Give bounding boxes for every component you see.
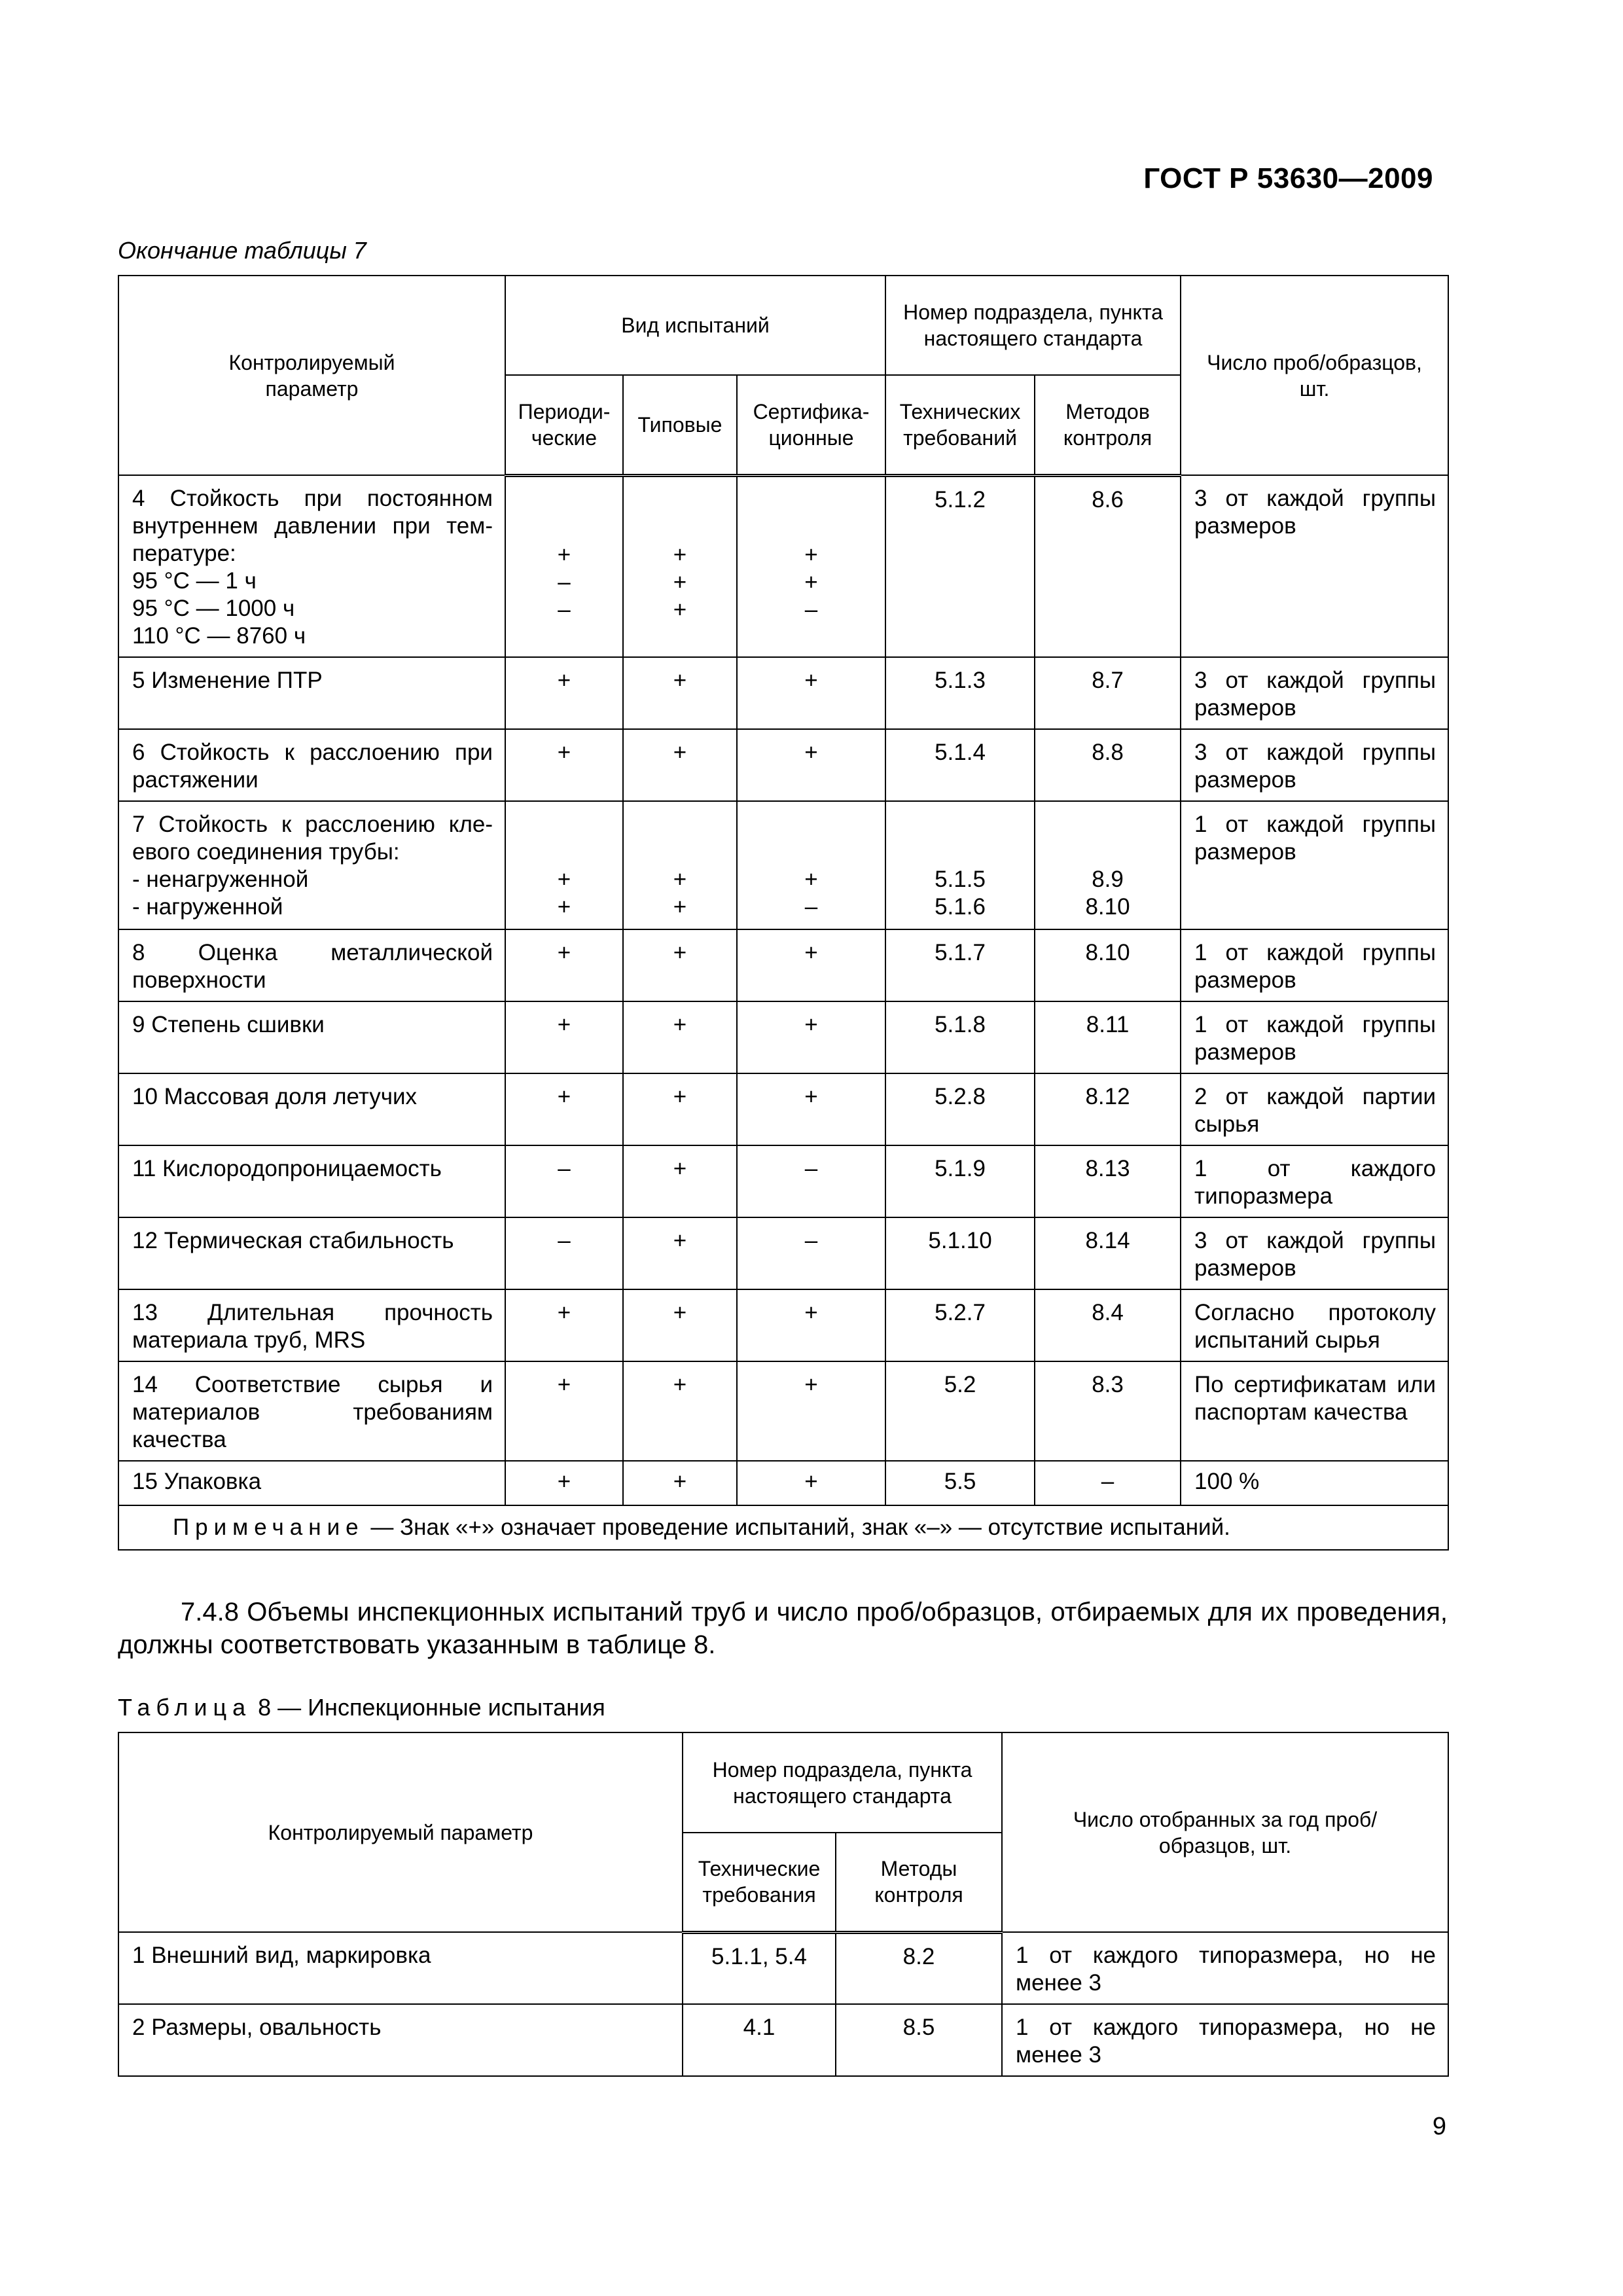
t7-row11-periodic: – xyxy=(505,1145,623,1217)
t7-row5-cert: + xyxy=(737,657,885,729)
table-row xyxy=(118,729,1448,801)
t7-row9-samples: 1 от каждой группы размеров xyxy=(1181,1001,1448,1073)
table-row xyxy=(118,1001,1448,1073)
t7-row10-cert: + xyxy=(737,1073,885,1145)
t7-row6-samples: 3 от каждой группы размеров xyxy=(1181,729,1448,801)
t7-header-parameter: Контролируемый параметр xyxy=(118,276,505,475)
t7-row13-typical: + xyxy=(623,1289,737,1361)
paragraph-text: 7.4.8 Объемы инспекционных испытаний труб и число проб/образцов, отбираемых для их проведения, должны соответствовать указанным в таблице 8. xyxy=(118,1598,1448,1659)
t7-row9-typical: + xyxy=(623,1001,737,1073)
t7-row10-samples: 2 от каждой партии сырья xyxy=(1181,1073,1448,1145)
page-number: 9 xyxy=(1432,2113,1446,2140)
t7-row7-typical: + + xyxy=(623,801,737,929)
table-row xyxy=(118,1289,1448,1361)
t7-row10-typical: + xyxy=(623,1073,737,1145)
t8-row1-method: 8.2 xyxy=(836,1932,1002,2004)
t7-row13-cert: + xyxy=(737,1289,885,1361)
table-row xyxy=(118,2004,1448,2076)
t7-header-section: Номер подраздела, пункта настоящего стандарта xyxy=(885,276,1181,375)
t7-header-samples: Число проб/образцов, шт. xyxy=(1181,276,1448,475)
t7-row4-method: 8.6 xyxy=(1035,475,1181,657)
table-row xyxy=(118,1932,1448,2004)
t7-row7-method: 8.9 8.10 xyxy=(1035,801,1181,929)
table-row xyxy=(118,1217,1448,1289)
t7-row9-param: 9 Степень сшивки xyxy=(118,1001,505,1073)
t7-header-methods: Методов контроля xyxy=(1035,375,1181,475)
t7-row14-periodic: + xyxy=(505,1361,623,1461)
t7-row5-periodic: + xyxy=(505,657,623,729)
table-row xyxy=(118,475,1448,657)
t8-header-section: Номер подраздела, пункта настоящего стандарта xyxy=(683,1732,1002,1833)
t7-row4-tech: 5.1.2 xyxy=(885,475,1035,657)
t7-row14-cert: + xyxy=(737,1361,885,1461)
t8-row1-param: 1 Внешний вид, маркировка xyxy=(118,1932,683,2004)
t7-row7-samples: 1 от каждой группы размеров xyxy=(1181,801,1448,929)
t7-row12-method: 8.14 xyxy=(1035,1217,1181,1289)
t7-row7-param: 7 Стойкость к расслоению кле- евого соединения трубы: - ненагруженной - нагруженной xyxy=(118,801,505,929)
t7-row6-typical: + xyxy=(623,729,737,801)
t7-row15-samples: 100 % xyxy=(1181,1461,1448,1505)
t7-row14-tech: 5.2 xyxy=(885,1361,1035,1461)
t7-row7-periodic: + + xyxy=(505,801,623,929)
t8-header-parameter: Контролируемый параметр xyxy=(118,1732,683,1932)
t7-row4-periodic: + – – xyxy=(505,475,623,657)
t8-row2-param: 2 Размеры, овальность xyxy=(118,2004,683,2076)
t7-row9-cert: + xyxy=(737,1001,885,1073)
t7-row15-cert: + xyxy=(737,1461,885,1505)
t7-row14-method: 8.3 xyxy=(1035,1361,1181,1461)
t7-row10-tech: 5.2.8 xyxy=(885,1073,1035,1145)
t7-row12-typical: + xyxy=(623,1217,737,1289)
t7-row6-method: 8.8 xyxy=(1035,729,1181,801)
table8 xyxy=(118,1732,1449,2077)
t7-row14-param: 14 Соответствие сырья и материалов требованиям качества xyxy=(118,1361,505,1461)
t7-row4-cert: + + – xyxy=(737,475,885,657)
t7-row8-param: 8 Оценка металлической поверхности xyxy=(118,929,505,1001)
table7-note xyxy=(118,1505,1448,1550)
table7 xyxy=(118,275,1449,1551)
t7-header-test-type: Вид испытаний xyxy=(505,276,885,375)
t7-row13-method: 8.4 xyxy=(1035,1289,1181,1361)
table-row xyxy=(118,929,1448,1001)
t7-row15-periodic: + xyxy=(505,1461,623,1505)
t7-row8-typical: + xyxy=(623,929,737,1001)
t7-row11-samples: 1 от каждого типоразмера xyxy=(1181,1145,1448,1217)
t7-row4-typical: + + + xyxy=(623,475,737,657)
t7-row12-cert: – xyxy=(737,1217,885,1289)
t7-row5-method: 8.7 xyxy=(1035,657,1181,729)
t7-row10-method: 8.12 xyxy=(1035,1073,1181,1145)
t8-row1-tech: 5.1.1, 5.4 xyxy=(683,1932,836,2004)
t7-row15-tech: 5.5 xyxy=(885,1461,1035,1505)
t7-row9-method: 8.11 xyxy=(1035,1001,1181,1073)
t7-row11-tech: 5.1.9 xyxy=(885,1145,1035,1217)
t7-row13-samples: Согласно протоколу испытаний сырья xyxy=(1181,1289,1448,1361)
table8-caption xyxy=(118,1694,605,1721)
t7-header-certification: Сертифика-ционные xyxy=(737,375,885,475)
t7-header-tech-req: Технических требований xyxy=(885,375,1035,475)
table-row xyxy=(118,801,1448,929)
t8-row2-method: 8.5 xyxy=(836,2004,1002,2076)
document-header-id: ГОСТ Р 53630—2009 xyxy=(1143,162,1433,194)
t7-row6-periodic: + xyxy=(505,729,623,801)
t7-row11-method: 8.13 xyxy=(1035,1145,1181,1217)
t8-header-methods: Методы контроля xyxy=(836,1833,1002,1932)
t7-row7-cert: + – xyxy=(737,801,885,929)
t7-row11-typical: + xyxy=(623,1145,737,1217)
t7-row13-param: 13 Длительная прочность материала труб, MRS xyxy=(118,1289,505,1361)
t7-row4-samples: 3 от каждой группы размеров xyxy=(1181,475,1448,657)
table-row xyxy=(118,1461,1448,1505)
note-text: — Знак «+» означает проведение испытаний, знак «–» — отсутствие испытаний. xyxy=(364,1515,1230,1540)
t7-row15-typical: + xyxy=(623,1461,737,1505)
t7-row13-tech: 5.2.7 xyxy=(885,1289,1035,1361)
t7-row15-param: 15 Упаковка xyxy=(118,1461,505,1505)
t7-row8-cert: + xyxy=(737,929,885,1001)
t7-row12-periodic: – xyxy=(505,1217,623,1289)
t8-header-tech-req: Технические требования xyxy=(683,1833,836,1932)
t7-header-periodic: Периоди-ческие xyxy=(505,375,623,475)
t7-row10-periodic: + xyxy=(505,1073,623,1145)
t7-row5-typical: + xyxy=(623,657,737,729)
t8-row2-tech: 4.1 xyxy=(683,2004,836,2076)
t7-row8-samples: 1 от каждой группы размеров xyxy=(1181,929,1448,1001)
t7-row12-param: 12 Термическая стабильность xyxy=(118,1217,505,1289)
t7-row5-samples: 3 от каждой группы размеров xyxy=(1181,657,1448,729)
t7-header-typical: Типовые xyxy=(623,375,737,475)
t7-row7-tech: 5.1.5 5.1.6 xyxy=(885,801,1035,929)
t7-row11-cert: – xyxy=(737,1145,885,1217)
t7-row6-cert: + xyxy=(737,729,885,801)
table-row xyxy=(118,1361,1448,1461)
t7-row8-periodic: + xyxy=(505,929,623,1001)
table8-caption-label: Таблица xyxy=(118,1694,252,1721)
t7-row9-tech: 5.1.8 xyxy=(885,1001,1035,1073)
t7-row11-param: 11 Кислородопроницаемость xyxy=(118,1145,505,1217)
t7-row5-tech: 5.1.3 xyxy=(885,657,1035,729)
t7-row8-method: 8.10 xyxy=(1035,929,1181,1001)
t7-row4-param: 4 Стойкость при постоянном внутреннем давлении при тем- пературе: 95 °С — 1 ч 95 °С — 1000 ч 110 °С — 8760 ч xyxy=(118,475,505,657)
t8-row2-samples: 1 от каждого типоразмера, но не менее 3 xyxy=(1002,2004,1448,2076)
table-row xyxy=(118,1145,1448,1217)
t7-row10-param: 10 Массовая доля летучих xyxy=(118,1073,505,1145)
paragraph-7-4-8 xyxy=(118,1596,1448,1661)
t8-row1-samples: 1 от каждого типоразмера, но не менее 3 xyxy=(1002,1932,1448,2004)
t7-row8-tech: 5.1.7 xyxy=(885,929,1035,1001)
note-label: Примечание xyxy=(173,1515,365,1540)
t7-row5-param: 5 Изменение ПТР xyxy=(118,657,505,729)
t7-row9-periodic: + xyxy=(505,1001,623,1073)
t8-header-samples: Число отобранных за год проб/образцов, шт. xyxy=(1002,1732,1448,1932)
t7-row15-method: – xyxy=(1035,1461,1181,1505)
t7-row6-tech: 5.1.4 xyxy=(885,729,1035,801)
table-row xyxy=(118,657,1448,729)
t7-row14-typical: + xyxy=(623,1361,737,1461)
table-row xyxy=(118,1073,1448,1145)
table7-caption: Окончание таблицы 7 xyxy=(118,237,366,264)
t7-row13-periodic: + xyxy=(505,1289,623,1361)
t7-row12-samples: 3 от каждой группы размеров xyxy=(1181,1217,1448,1289)
t7-row12-tech: 5.1.10 xyxy=(885,1217,1035,1289)
t7-row14-samples: По сертификатам или паспортам качества xyxy=(1181,1361,1448,1461)
table8-caption-text: 8 — Инспекционные испытания xyxy=(251,1694,605,1721)
t7-row6-param: 6 Стойкость к расслоению при растяжении xyxy=(118,729,505,801)
